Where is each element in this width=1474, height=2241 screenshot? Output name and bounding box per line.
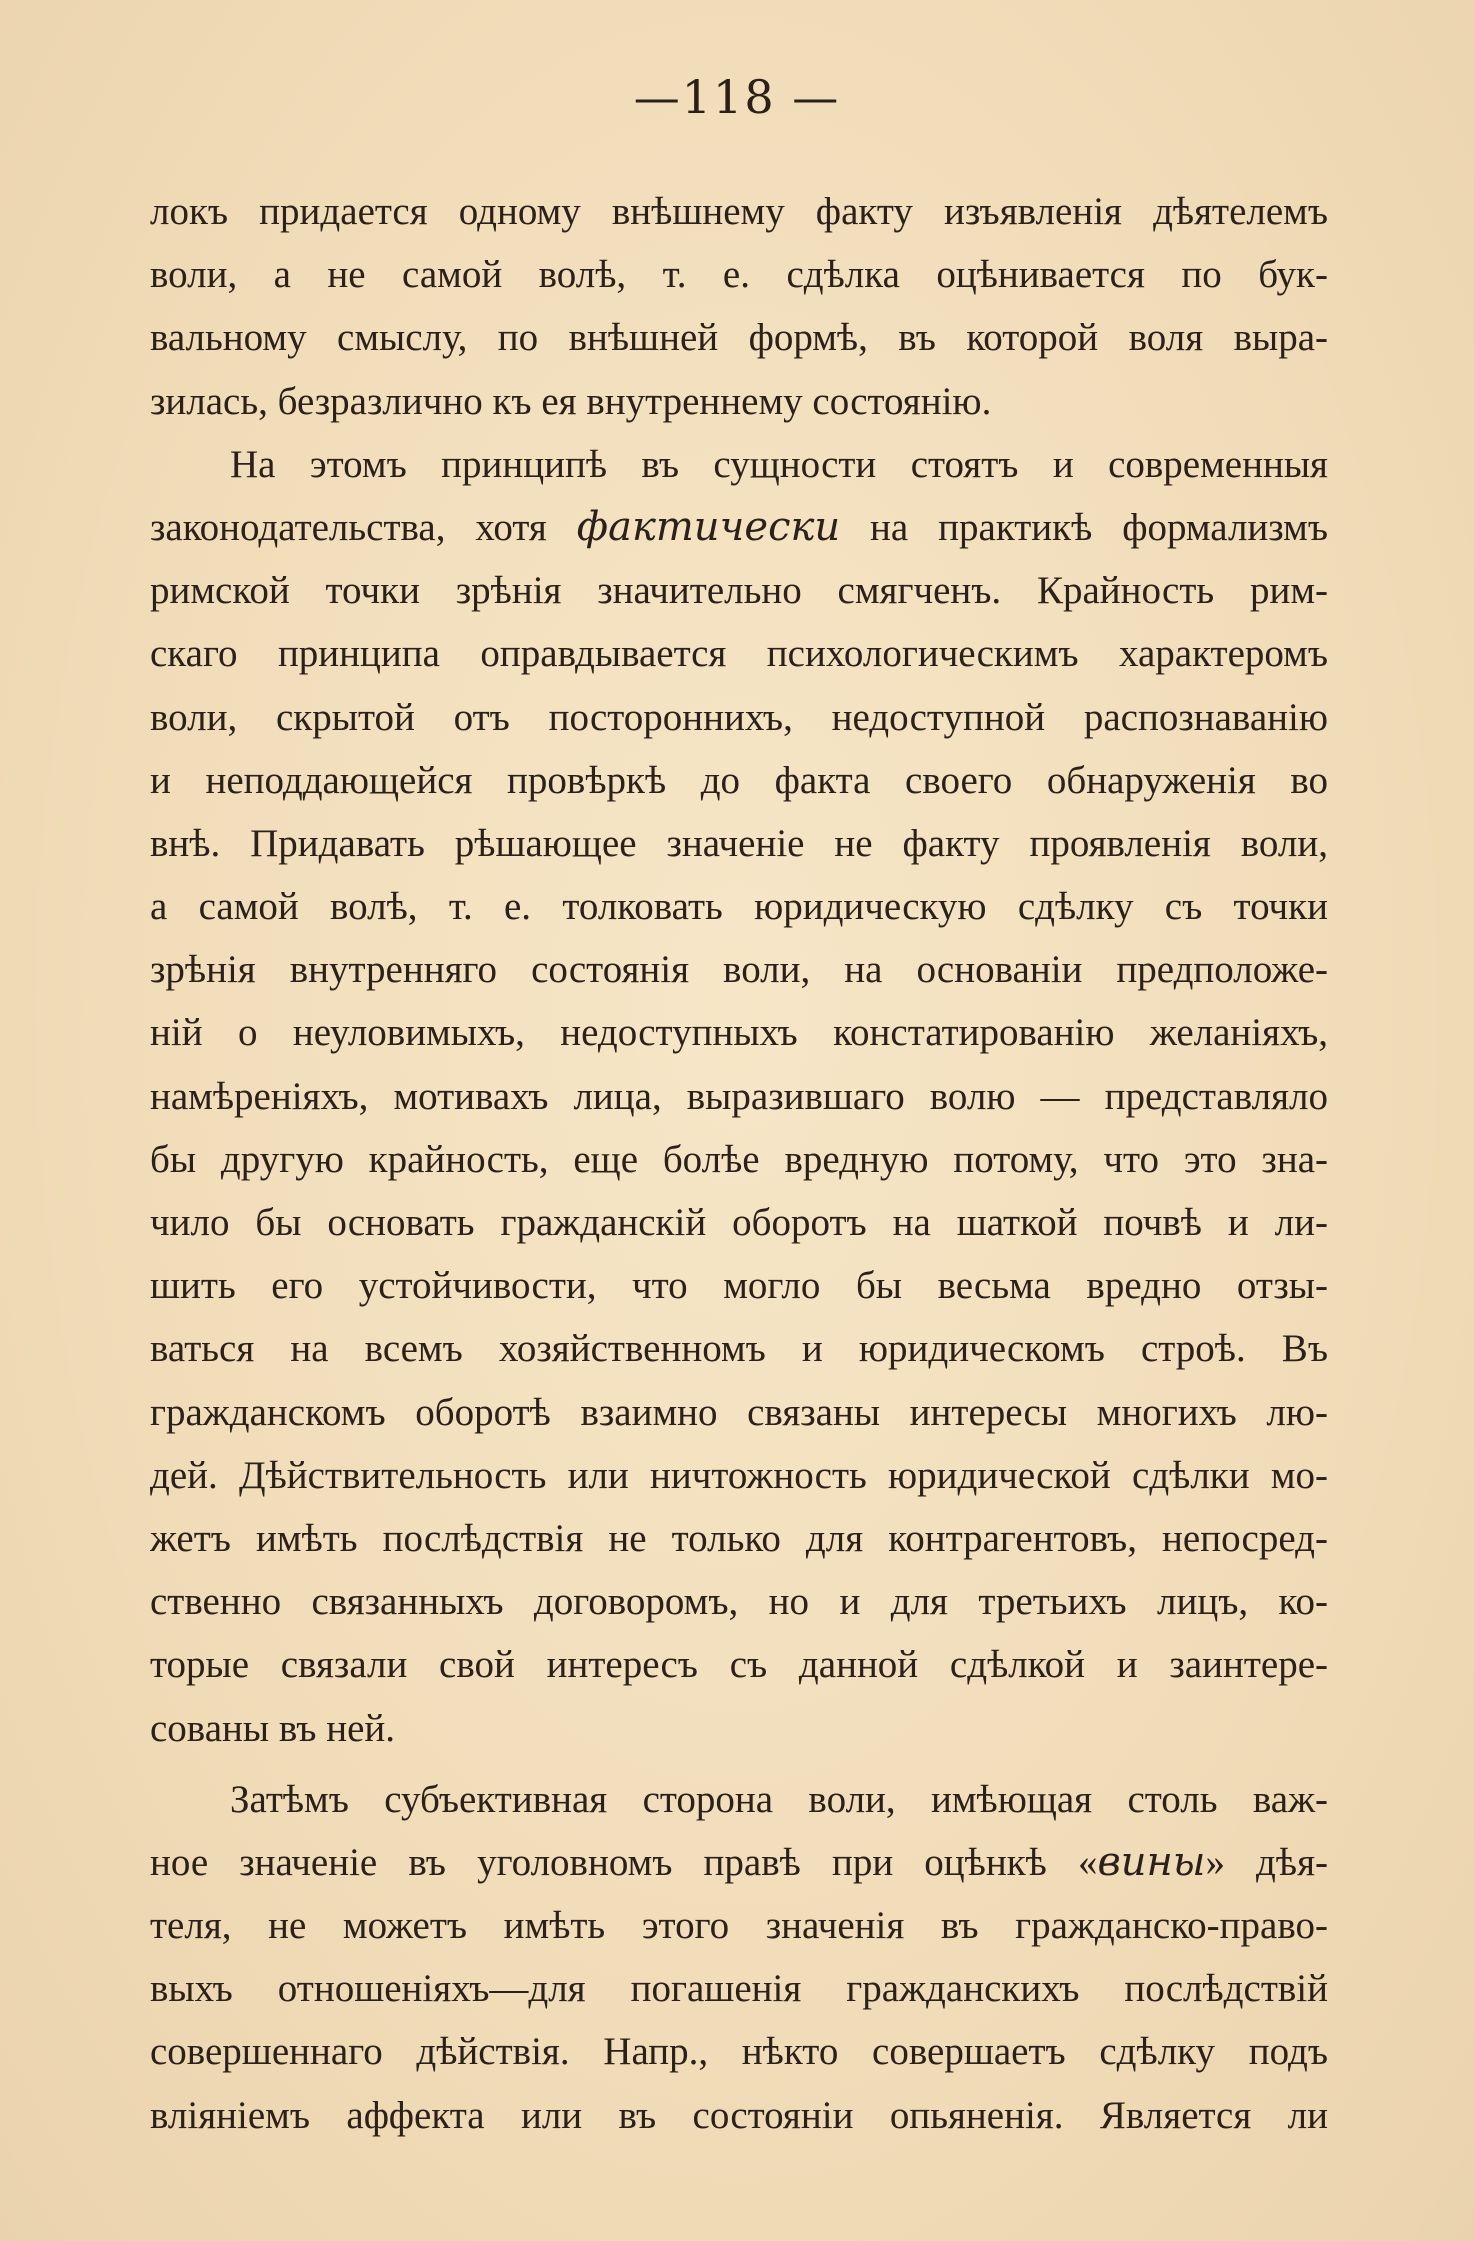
text-line: гражданскомъ оборотѣ взаимно связаны интересы многихъ лю-: [150, 1390, 1328, 1434]
text-line: [150, 496, 1328, 559]
text-line: жетъ имѣть послѣдствія не только для контрагентовъ, непосред-: [150, 1516, 1328, 1560]
text-line: [150, 1831, 1328, 1894]
text-line: внѣ. Придавать рѣшающее значеніе не факту проявленія воли,: [150, 821, 1328, 865]
text-line: теля, не можетъ имѣть этого значенія въ гражданско-право-: [150, 1904, 1328, 1948]
text-line: выхъ отношеніяхъ—для погашенія гражданскихъ послѣдствій: [150, 1967, 1328, 2011]
text-line: дей. Дѣйствительность или ничтожность юридической сдѣлки мо-: [150, 1453, 1328, 1497]
text-line: шить его устойчивости, что могло бы весьма вредно отзы-: [150, 1264, 1328, 1308]
text-line: воли, а не самой волѣ, т. е. сдѣлка оцѣнивается по бук-: [150, 253, 1328, 297]
text-line: ваться на всемъ хозяйственномъ и юридическомъ строѣ. Въ: [150, 1327, 1328, 1371]
text-line: намѣреніяхъ, мотивахъ лица, выразившаго волю — представляло: [150, 1074, 1328, 1118]
text-line: вліяніемъ аффекта или въ состояніи опьяненія. Является ли: [150, 2093, 1328, 2137]
text-line: воли, скрытой отъ постороннихъ, недоступной распознаванію: [150, 695, 1328, 739]
text-line: Затѣмъ субъективная сторона воли, имѣющая столь важ-: [230, 1777, 1328, 1821]
text-line: совершеннаго дѣйствія. Напр., нѣкто совершаетъ сдѣлку подъ: [150, 2030, 1328, 2074]
text-line: скаго принципа оправдывается психологическимъ характеромъ: [150, 632, 1328, 676]
text-line: чило бы основать гражданскій оборотъ на шаткой почвѣ и ли-: [150, 1201, 1328, 1244]
text-line: зрѣнія внутренняго состоянія воли, на основаніи предположе-: [150, 948, 1328, 992]
body-text: [150, 180, 1328, 2147]
text-span: ное значеніе въ уголовномъ правѣ при оцѣнкѣ «: [150, 1840, 1098, 1884]
text-span: » дѣя-: [1205, 1840, 1328, 1884]
emphasis-text: вины: [1097, 1838, 1206, 1885]
text-line: ній о неуловимыхъ, недоступныхъ констатированію желаніяхъ,: [150, 1011, 1328, 1055]
text-line: сованы въ ней.: [150, 1706, 396, 1750]
paragraph: [150, 1768, 1328, 2147]
text-line: вальному смыслу, по внѣшней формѣ, въ которой воля выра-: [150, 316, 1328, 360]
page-number: —118 —: [633, 70, 841, 124]
text-line: и неподдающейся провѣркѣ до факта своего обнаруженія во: [150, 758, 1328, 802]
paragraph: [150, 180, 1328, 433]
text-span: законодательства, хотя: [150, 505, 577, 549]
emphasis-text: фактически: [576, 503, 841, 550]
text-line: ственно связанныхъ договоромъ, но и для третьихъ лицъ, ко-: [150, 1580, 1328, 1624]
text-span: на практикѣ формализмъ: [840, 505, 1328, 549]
text-line: локъ придается одному внѣшнему факту изъявленія дѣятелемъ: [150, 190, 1328, 233]
text-line: бы другую крайность, еще болѣе вредную потому, что это зна-: [150, 1137, 1328, 1181]
text-line: римской точки зрѣнія значительно смягченъ. Крайность рим-: [150, 569, 1328, 613]
text-line: На этомъ принципѣ въ сущности стоятъ и современныя: [230, 442, 1328, 486]
text-line: торые связали свой интересъ съ данной сдѣлкой и заинтере-: [150, 1643, 1328, 1687]
text-line: зилась, безразлично къ ея внутреннему состоянію.: [150, 379, 992, 423]
text-line: а самой волѣ, т. е. толковать юридическую сдѣлку съ точки: [150, 885, 1328, 929]
paragraph: [150, 433, 1328, 1760]
